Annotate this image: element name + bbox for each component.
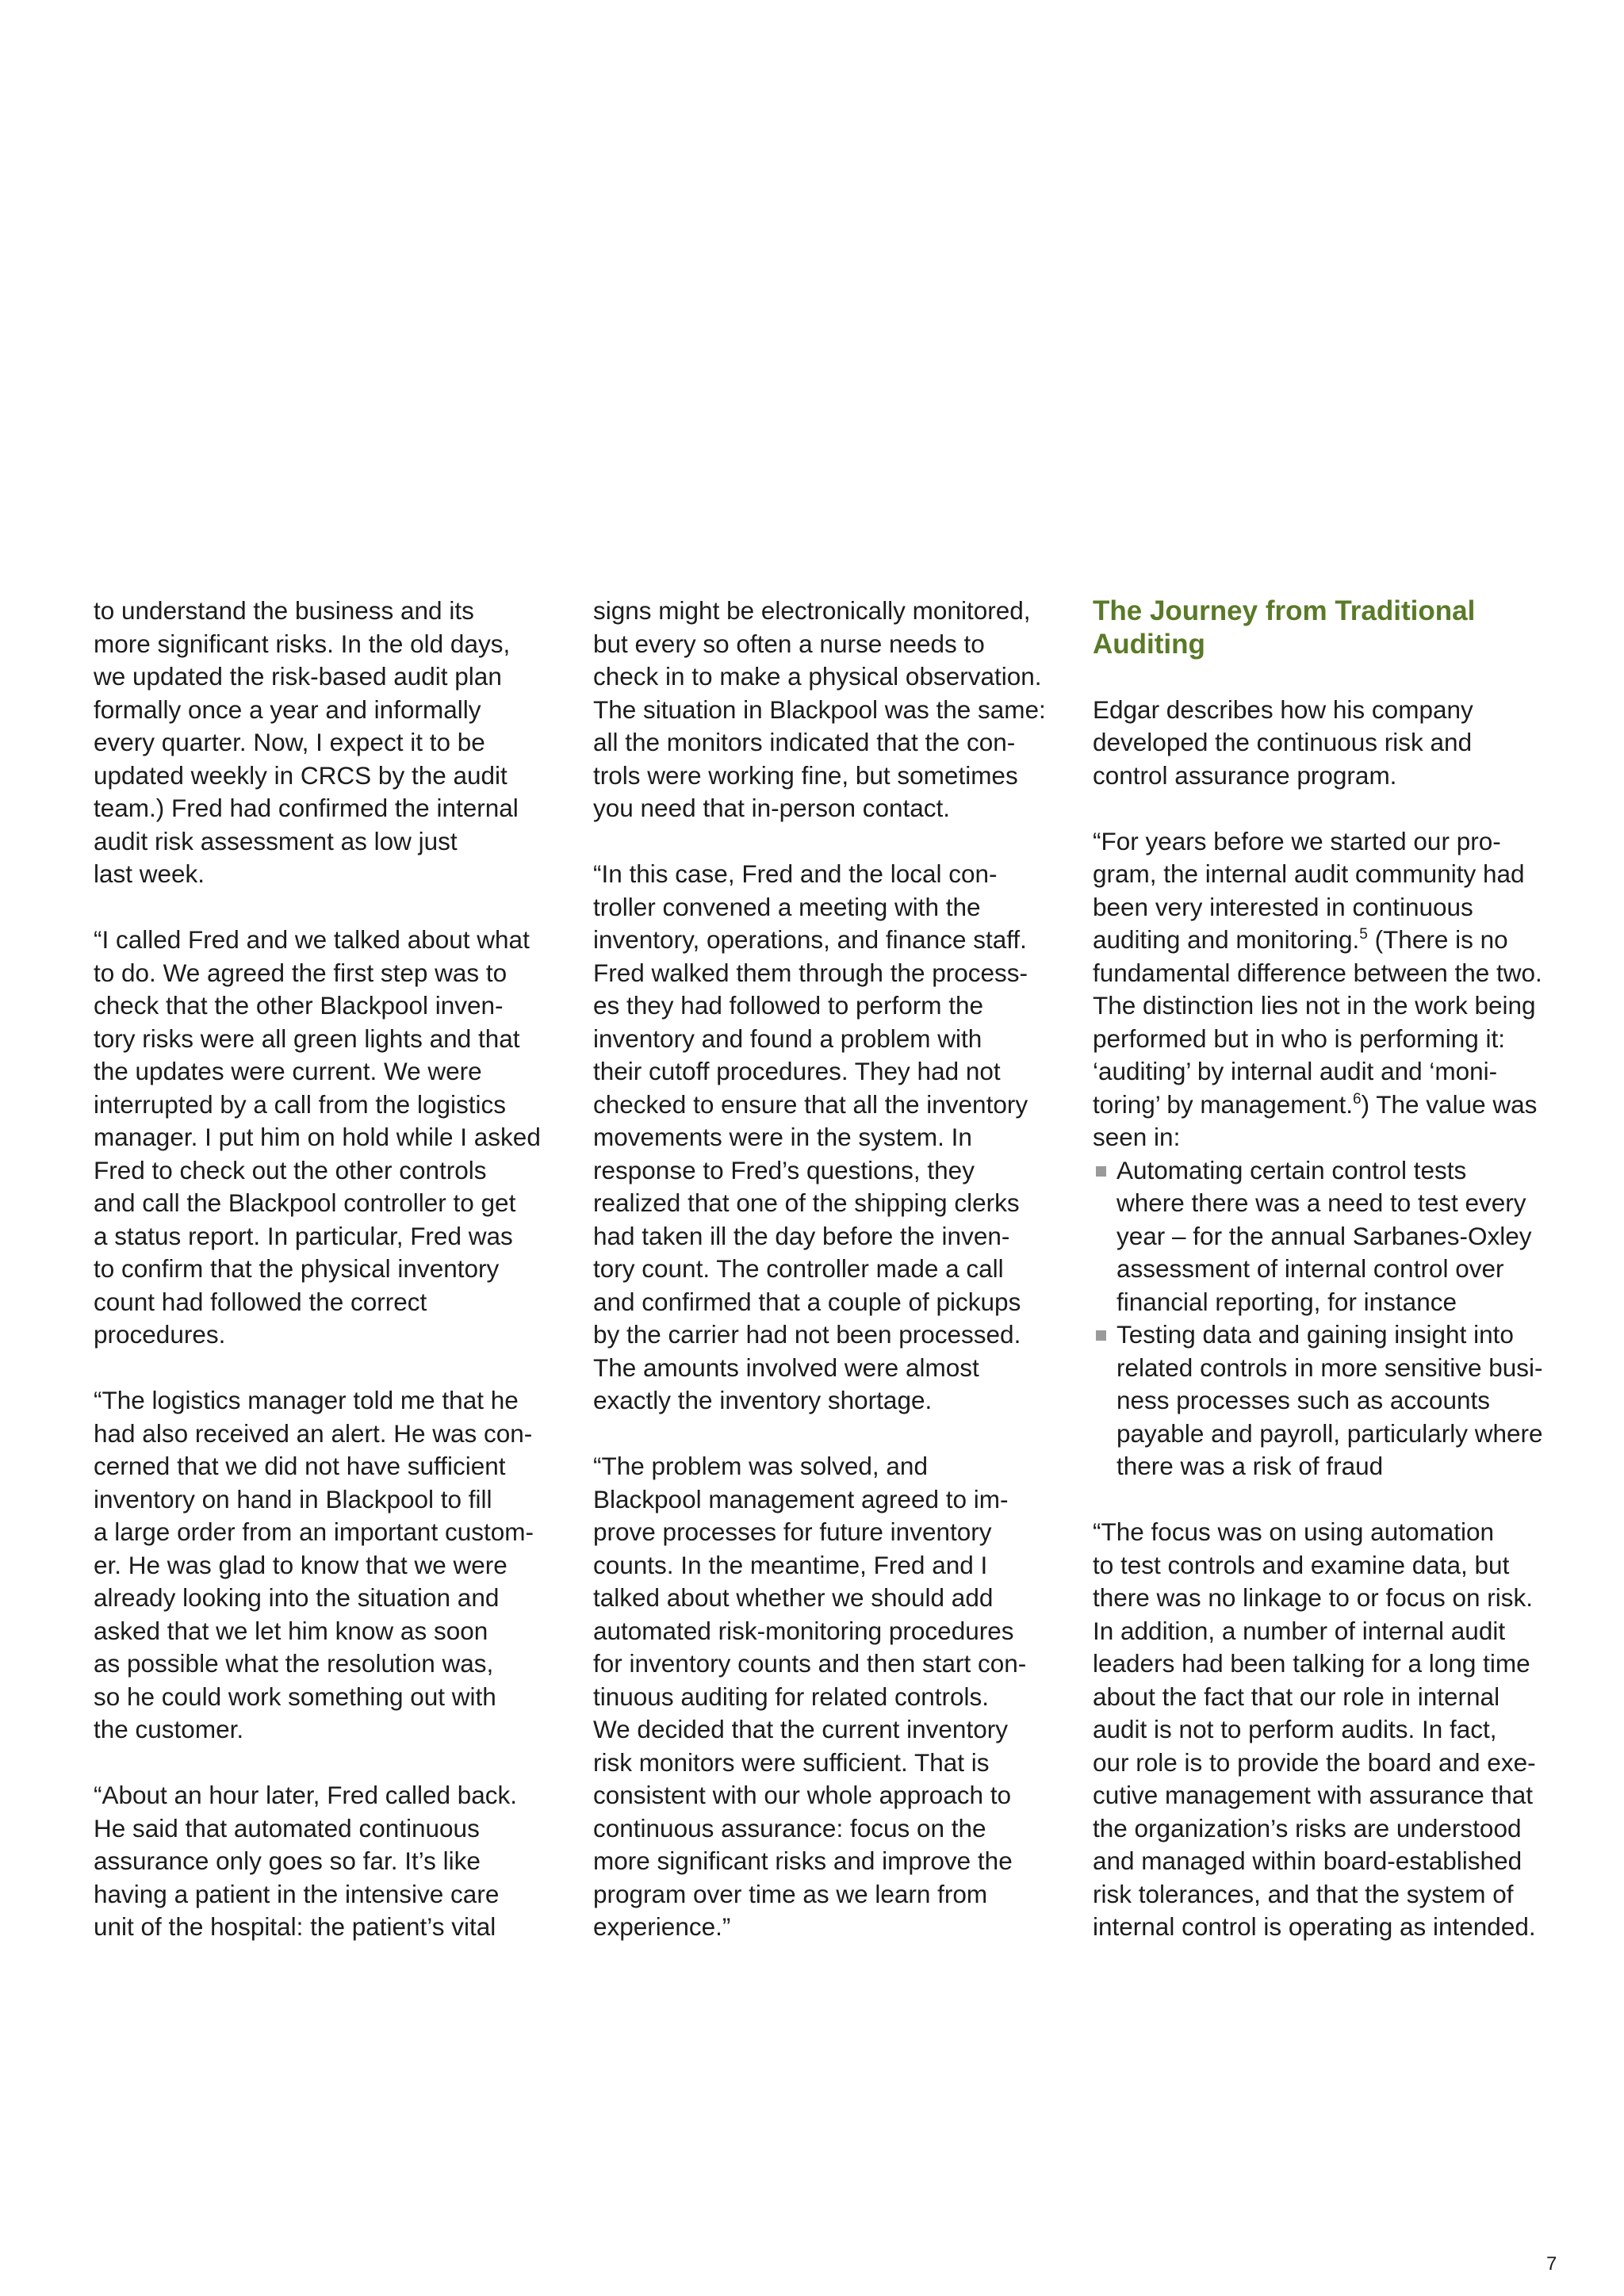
heading-line: Auditing xyxy=(1093,628,1205,660)
text-line: counts. In the meantime, Fred and I xyxy=(593,1550,988,1579)
text-line: by the carrier had not been processed. xyxy=(593,1320,1021,1349)
text-line: we updated the risk-based audit plan xyxy=(94,662,502,691)
text-line: es they had followed to perform the xyxy=(593,991,984,1020)
text-line: a status report. In particular, Fred was xyxy=(94,1221,513,1250)
text-line: risk monitors were sufficient. That is xyxy=(593,1747,990,1777)
text-line: Fred walked them through the process- xyxy=(593,958,1028,987)
text-line: there was no linkage to or focus on risk. xyxy=(1093,1583,1534,1612)
text-span: (There is no xyxy=(1367,925,1508,954)
text-line: consistent with our whole approach to xyxy=(593,1781,1012,1809)
text-line: every quarter. Now, I expect it to be xyxy=(94,728,485,756)
square-bullet-icon xyxy=(1096,1330,1106,1341)
text-line: the updates were current. We were xyxy=(94,1057,482,1085)
text-line: experience.” xyxy=(593,1912,731,1941)
text-line: asked that we let him know as soon xyxy=(94,1616,488,1645)
text-line: to test controls and examine data, but xyxy=(1093,1550,1510,1579)
text-line: response to Fred’s questions, they xyxy=(593,1155,975,1184)
text-line: a large order from an important custom- xyxy=(94,1517,534,1546)
text-line: movements were in the system. In xyxy=(593,1123,972,1151)
text-line: where there was a need to test every xyxy=(1116,1188,1526,1217)
text-line: more significant risks and improve the xyxy=(593,1846,1013,1875)
text-line: “I called Fred and we talked about what xyxy=(94,925,530,954)
text-line: more significant risks. In the old days, xyxy=(94,629,511,658)
text-line: gram, the internal audit community had xyxy=(1093,859,1525,888)
text-line: tory risks were all green lights and that xyxy=(94,1024,520,1053)
text-line: performed but in who is performing it: xyxy=(1093,1024,1505,1053)
text-line: developed the continuous risk and xyxy=(1093,728,1473,756)
text-line: automated risk-monitoring procedures xyxy=(593,1616,1014,1645)
text-line: signs might be electronically monitored, xyxy=(593,596,1031,625)
text-line: had also received an alert. He was con- xyxy=(94,1418,533,1448)
text-line: as possible what the resolution was, xyxy=(94,1649,494,1678)
text-line: to understand the business and its xyxy=(94,596,474,625)
text-line: manager. I put him on hold while I asked xyxy=(94,1123,541,1151)
text-line: year – for the annual Sarbanes-Oxley xyxy=(1116,1221,1532,1250)
text-line: our role is to provide the board and exe- xyxy=(1093,1747,1536,1777)
text-line: formally once a year and informally xyxy=(94,695,481,724)
paragraph xyxy=(1093,694,1576,793)
paragraph xyxy=(1093,1516,1576,1944)
text-line: check in to make a physical observation. xyxy=(593,662,1042,691)
text-span: Automating certain control tests xyxy=(1116,1155,1467,1184)
text-line: In addition, a number of internal audit xyxy=(1093,1616,1506,1645)
text-line: The distinction lies not in the work being xyxy=(1093,991,1536,1020)
text-span: toring’ by management. xyxy=(1093,1089,1354,1119)
footnote-ref: 5 xyxy=(1359,926,1368,943)
square-bullet-icon xyxy=(1096,1166,1106,1177)
paragraph xyxy=(94,1384,569,1747)
paragraph xyxy=(1093,825,1576,1154)
text-line: cutive management with assurance that xyxy=(1093,1781,1534,1809)
list-item xyxy=(1093,1154,1576,1319)
text-line: internal control is operating as intended. xyxy=(1093,1912,1536,1941)
text-line: assurance only goes so far. It’s like xyxy=(94,1846,481,1875)
text-line: inventory, operations, and finance staff. xyxy=(593,925,1027,954)
text-line: troller convened a meeting with the xyxy=(593,892,981,921)
text-line: related controls in more sensitive busi- xyxy=(1116,1353,1543,1382)
text-line: all the monitors indicated that the con- xyxy=(593,728,1016,756)
footnote-ref: 6 xyxy=(1353,1090,1362,1108)
text-line: the organization’s risks are understood xyxy=(1093,1813,1522,1843)
text-line: and call the Blackpool controller to get xyxy=(94,1188,516,1217)
text-line: last week. xyxy=(94,859,205,888)
text-line: having a patient in the intensive care xyxy=(94,1879,500,1908)
text-line: The amounts involved were almost xyxy=(593,1353,979,1382)
text-span: auditing and monitoring. xyxy=(1093,925,1360,954)
text-line xyxy=(1093,924,1576,957)
text-line: The situation in Blackpool was the same: xyxy=(593,695,1046,724)
text-line: been very interested in continuous xyxy=(1093,892,1473,921)
text-line: inventory on hand in Blackpool to fill xyxy=(94,1484,492,1513)
text-line: leaders had been talking for a long time xyxy=(1093,1649,1530,1678)
text-line: check that the other Blackpool inven- xyxy=(94,991,504,1020)
text-line: financial reporting, for instance xyxy=(1116,1287,1457,1316)
text-line: about the fact that our role in internal xyxy=(1093,1682,1500,1711)
text-line xyxy=(1093,1318,1576,1352)
text-line: Blackpool management agreed to im- xyxy=(593,1484,1009,1513)
paragraph xyxy=(593,858,1069,1418)
text-line: trols were working fine, but sometimes xyxy=(593,760,1018,790)
text-line: We decided that the current inventory xyxy=(593,1715,1008,1743)
column-1 xyxy=(94,595,569,1944)
paragraph xyxy=(94,1779,569,1944)
text-line: but every so often a nurse needs to xyxy=(593,629,985,658)
text-line: unit of the hospital: the patient’s vital xyxy=(94,1912,496,1941)
text-line: talked about whether we should add xyxy=(593,1583,994,1612)
text-line: “About an hour later, Fred called back. xyxy=(94,1781,518,1809)
text-line: team.) Fred had confirmed the internal xyxy=(94,794,519,822)
text-line: to confirm that the physical inventory xyxy=(94,1254,500,1283)
text-line: He said that automated continuous xyxy=(94,1813,480,1843)
text-line: er. He was glad to know that we were xyxy=(94,1550,508,1579)
text-line: updated weekly in CRCS by the audit xyxy=(94,760,508,790)
text-span: Testing data and gaining insight into xyxy=(1116,1320,1514,1349)
heading-line: The Journey from Traditional xyxy=(1093,595,1476,626)
text-line: audit is not to perform audits. In fact, xyxy=(1093,1715,1497,1743)
text-line: tinuous auditing for related controls. xyxy=(593,1682,990,1711)
text-line: control assurance program. xyxy=(1093,760,1397,790)
text-line: risk tolerances, and that the system of xyxy=(1093,1879,1514,1908)
text-span: ) The value was xyxy=(1361,1089,1538,1119)
text-line: the customer. xyxy=(94,1715,244,1743)
text-line: had taken ill the day before the inven- xyxy=(593,1221,1010,1250)
column-2 xyxy=(593,595,1069,1944)
text-line: count had followed the correct xyxy=(94,1287,427,1316)
text-line xyxy=(1093,1154,1576,1188)
text-line: you need that in-person contact. xyxy=(593,794,951,822)
text-line: program over time as we learn from xyxy=(593,1879,988,1908)
paragraph xyxy=(593,595,1069,825)
bullet-list xyxy=(1093,1154,1576,1483)
text-line: procedures. xyxy=(94,1320,226,1349)
section-heading xyxy=(1093,595,1576,660)
paragraph xyxy=(593,1450,1069,1944)
text-line: audit risk assessment as low just xyxy=(94,826,458,855)
text-line: for inventory counts and then start con- xyxy=(593,1649,1027,1678)
column-3 xyxy=(1093,595,1576,1944)
text-line: “In this case, Fred and the local con- xyxy=(593,859,998,888)
paragraph xyxy=(94,595,569,891)
text-line: interrupted by a call from the logistics xyxy=(94,1089,506,1119)
text-line: their cutoff procedures. They had not xyxy=(593,1057,1001,1085)
text-line: payable and payroll, particularly where xyxy=(1116,1418,1543,1448)
text-line: realized that one of the shipping clerks xyxy=(593,1188,1020,1217)
text-line: to do. We agreed the first step was to xyxy=(94,958,508,987)
text-line: Fred to check out the other controls xyxy=(94,1155,487,1184)
text-line: and managed within board-established xyxy=(1093,1846,1522,1875)
text-line: and confirmed that a couple of pickups xyxy=(593,1287,1021,1316)
page-number: 7 xyxy=(1546,2253,1557,2275)
text-line: already looking into the situation and xyxy=(94,1583,500,1612)
text-line: tory count. The controller made a call xyxy=(593,1254,1004,1283)
text-line: seen in: xyxy=(1093,1123,1181,1151)
paragraph xyxy=(94,924,569,1352)
text-line: “The logistics manager told me that he xyxy=(94,1386,519,1414)
text-line: Edgar describes how his company xyxy=(1093,695,1473,724)
text-line: “The focus was on using automation xyxy=(1093,1517,1495,1546)
text-line: exactly the inventory shortage. xyxy=(593,1386,933,1414)
text-line: inventory and found a problem with xyxy=(593,1024,982,1053)
text-line: ‘auditing’ by internal audit and ‘moni- xyxy=(1093,1057,1498,1085)
text-line: ness processes such as accounts xyxy=(1116,1386,1490,1414)
text-line xyxy=(1093,1089,1576,1122)
list-item xyxy=(1093,1318,1576,1483)
text-line: prove processes for future inventory xyxy=(593,1517,992,1546)
text-line: so he could work something out with xyxy=(94,1682,496,1711)
text-line: assessment of internal control over xyxy=(1116,1254,1504,1283)
text-line: “The problem was solved, and xyxy=(593,1452,928,1480)
text-line: continuous assurance: focus on the xyxy=(593,1813,986,1843)
text-line: “For years before we started our pro- xyxy=(1093,826,1501,855)
text-line: fundamental difference between the two. xyxy=(1093,958,1542,987)
text-line: checked to ensure that all the inventory xyxy=(593,1089,1028,1119)
text-line: cerned that we did not have sufficient xyxy=(94,1452,506,1480)
text-line: there was a risk of fraud xyxy=(1116,1452,1384,1480)
